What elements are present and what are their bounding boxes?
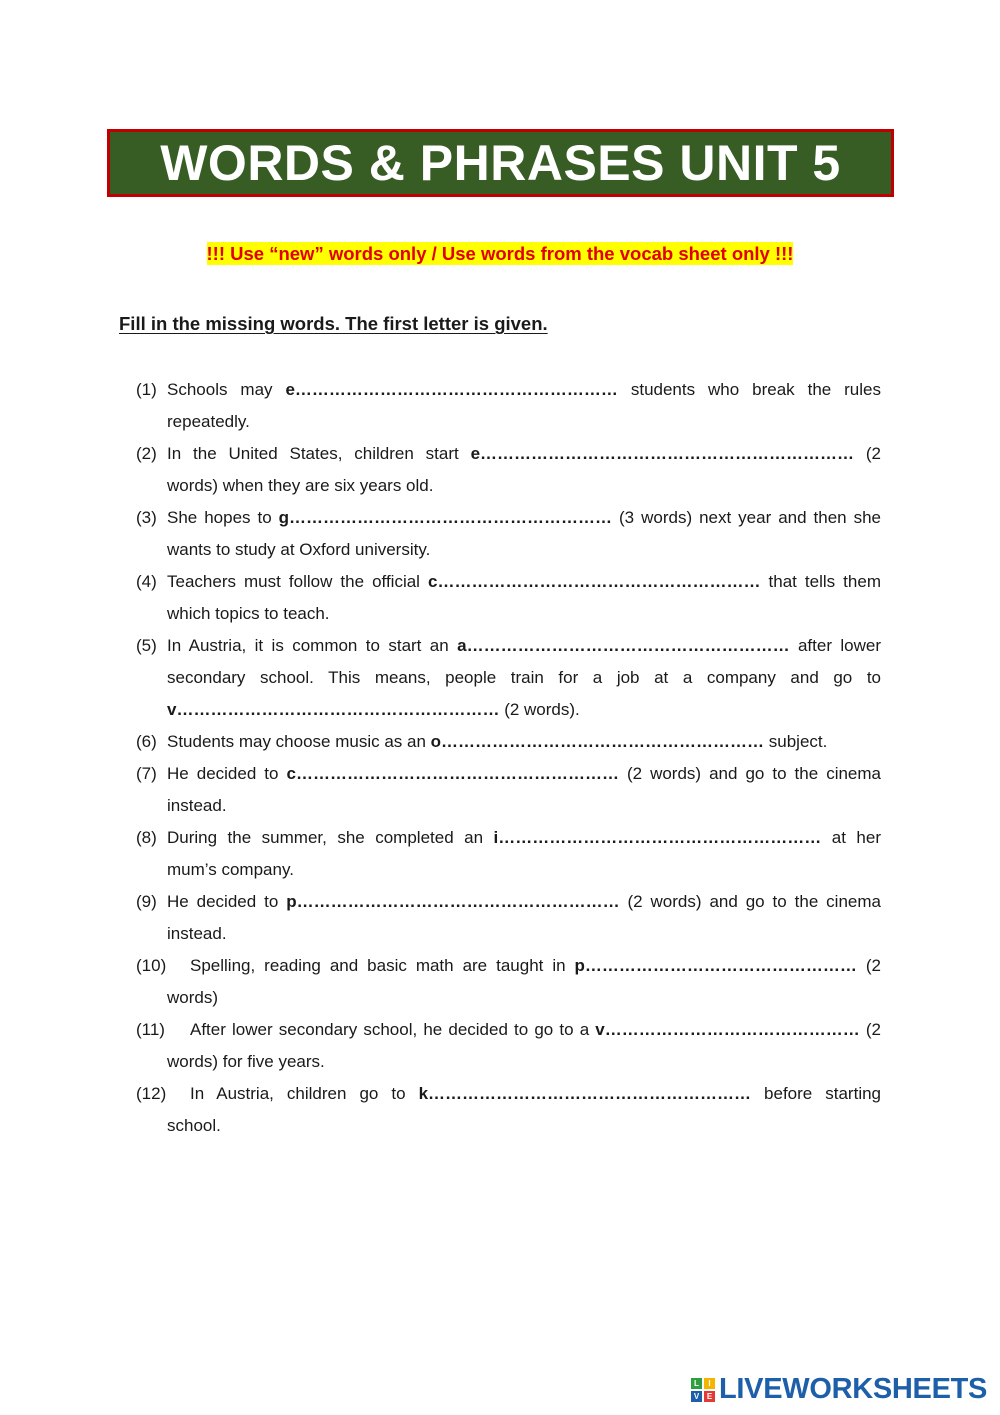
item-number: (3) [136, 508, 157, 527]
answer-blank[interactable]: ………………………………………………… [437, 572, 761, 591]
logo-tile: I [704, 1378, 715, 1389]
first-letter: c [428, 572, 438, 591]
page-title: WORDS & PHRASES UNIT 5 [160, 135, 841, 191]
list-item [136, 438, 881, 502]
first-letter: p [286, 892, 297, 911]
list-item [136, 1014, 881, 1078]
item-text: Schools may e………………………………………………… students who break the rules repeatedly. [167, 380, 881, 431]
logo-tile: E [704, 1391, 715, 1402]
list-item [136, 758, 881, 822]
first-letter: a [457, 636, 467, 655]
list-item [136, 950, 881, 1014]
item-number: (8) [136, 828, 157, 847]
list-item [136, 1078, 881, 1142]
first-letter: v [595, 1020, 605, 1039]
answer-blank[interactable]: ………………………………………………… [289, 508, 613, 527]
item-number: (7) [136, 764, 157, 783]
item-number: (4) [136, 572, 157, 591]
answer-blank[interactable]: ………………………………………… [584, 956, 857, 975]
answer-blank[interactable]: ………………………………………………… [296, 892, 620, 911]
item-text: In Austria, children go to k………………………………………………… before starting school. [167, 1084, 882, 1135]
item-number: (11) [136, 1020, 165, 1039]
item-number: (2) [136, 444, 157, 463]
notice-banner [0, 243, 1000, 265]
logo-text: LIVEWORKSHEETS [719, 1373, 988, 1405]
list-item [136, 726, 881, 758]
answer-blank[interactable]: ………………………………………………… [498, 828, 822, 847]
answer-blank[interactable]: ………………………………………………… [295, 764, 619, 783]
item-number: (5) [136, 636, 157, 655]
list-item [136, 566, 881, 630]
list-item [136, 822, 881, 886]
answer-blank[interactable]: ………………………………………………………… [480, 444, 855, 463]
liveworksheets-icon [691, 1378, 715, 1402]
item-text: In Austria, it is common to start an a………………………………………………… after lower secondary school. This means, people train for a job at a company and go to v………………………………………………… (2 words). [167, 636, 881, 719]
item-text: During the summer, she completed an i………………………………………………… at her mum’s company. [167, 828, 881, 879]
first-letter: e [285, 380, 295, 399]
answer-blank[interactable]: ………………………………………………… [176, 700, 500, 719]
first-letter: v [167, 700, 177, 719]
first-letter: e [470, 444, 481, 463]
logo-tile: L [691, 1378, 702, 1389]
list-item [136, 374, 881, 438]
exercise-list [136, 374, 881, 1142]
first-letter: i [493, 828, 499, 847]
item-number: (1) [136, 380, 157, 399]
list-item [136, 630, 881, 726]
answer-blank[interactable]: ………………………………………………… [294, 380, 618, 399]
answer-blank[interactable]: ………………………………………………… [441, 732, 765, 751]
item-number: (6) [136, 732, 157, 751]
first-letter: g [278, 508, 290, 527]
item-number: (9) [136, 892, 157, 911]
first-letter: c [286, 764, 296, 783]
answer-blank[interactable]: ……………………………………… [604, 1020, 860, 1039]
first-letter: p [574, 956, 585, 975]
notice-text: !!! Use “new” words only / Use words from the vocab sheet only !!! [206, 243, 794, 264]
item-text: Spelling, reading and basic math are taught in p………………………………………… (2 words) [167, 956, 881, 1007]
list-item [136, 886, 881, 950]
item-text: She hopes to g………………………………………………… (3 words) next year and then she wants to study at Oxford university. [167, 508, 882, 559]
answer-blank[interactable]: ………………………………………………… [428, 1084, 752, 1103]
item-text: After lower secondary school, he decided to go to a v……………………………………… (2 words) for five years. [167, 1020, 881, 1071]
first-letter: o [430, 732, 442, 751]
item-number: (12) [136, 1084, 167, 1103]
item-text: He decided to c………………………………………………… (2 words) and go to the cinema instead. [167, 764, 881, 815]
item-text: He decided to p………………………………………………… (2 words) and go to the cinema instead. [167, 892, 881, 943]
item-text: Students may choose music as an o………………………………………………… subject. [167, 732, 828, 751]
title-banner [107, 129, 894, 197]
liveworksheets-logo[interactable] [691, 1375, 987, 1404]
item-number: (10) [136, 956, 167, 975]
item-text: In the United States, children start e………………………………………………………… (2 words) when they are six years old. [167, 444, 881, 495]
logo-tile: V [691, 1391, 702, 1402]
instructions-heading: Fill in the missing words. The first letter is given. [119, 313, 548, 334]
item-text: Teachers must follow the official c………………………………………………… that tells them which topics to teach. [167, 572, 881, 623]
answer-blank[interactable]: ………………………………………………… [466, 636, 790, 655]
first-letter: k [418, 1084, 429, 1103]
list-item [136, 502, 881, 566]
